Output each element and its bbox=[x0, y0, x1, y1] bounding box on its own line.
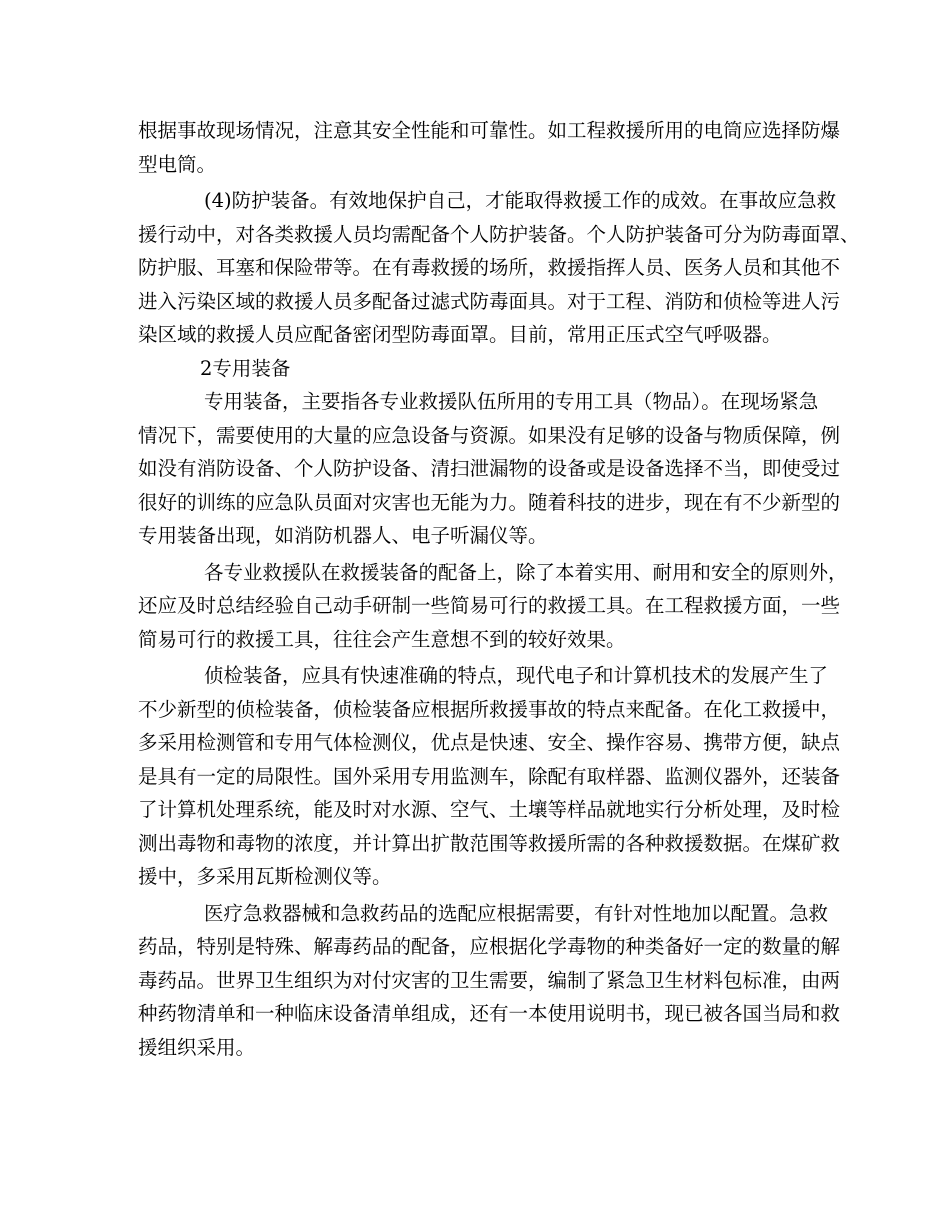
text-line: 专用装备出现，如消防机器人、电子听漏仪等。 bbox=[138, 524, 548, 547]
text-line: 是具有一定的局限性。国外采用专用监测车，除配有取样器、监测仪器外，还装备 bbox=[138, 764, 841, 788]
paragraph-first-line: 各专业救援队在救援装备的配备上，除了本着实用、耐用和安全的原则外， bbox=[204, 560, 848, 584]
text-line: 进入污染区域的救援人员多配备过滤式防毒面具。对于工程、消防和侦检等进人污 bbox=[138, 289, 841, 313]
paragraph-first-line: 专用装备，主要指各专业救援队伍所用的专用工具（物品）。在现场紧急 bbox=[204, 390, 819, 413]
text-line: 防护服、耳塞和保险带等。在有毒救援的场所，救援指挥人员、医务人员和其他不 bbox=[138, 256, 841, 279]
paragraph-first-line: (4)防护装备。有效地保护自己，才能取得救援工作的成效。在事故应急救 bbox=[204, 189, 837, 212]
text-line: 情况下，需要使用的大量的应急设备与资源。如果没有足够的设备与物质保障，例 bbox=[138, 423, 841, 447]
text-line: 很好的训练的应急队员面对灾害也无能为力。随着科技的进步，现在有不少新型的 bbox=[138, 490, 841, 514]
text-line: 多采用检测管和专用气体检测仪，优点是快速、安全、操作容易、携带方便，缺点 bbox=[138, 731, 841, 754]
document-body bbox=[138, 114, 860, 1064]
text-line: 测出毒物和毒物的浓度，并计算出扩散范围等救援所需的各种救援数据。在煤矿救 bbox=[138, 831, 841, 855]
text-line: 简易可行的救援工具，往往会产生意想不到的较好效果。 bbox=[138, 627, 626, 651]
text-line: 毒药品。世界卫生组织为对付灾害的卫生需要，编制了紧急卫生材料包标准，由两 bbox=[138, 968, 841, 992]
text-line: 还应及时总结经验自己动手研制一些简易可行的救援工具。在工程救援方面，一些 bbox=[138, 594, 841, 617]
paragraph-first-line: 侦检装备，应具有快速准确的特点，现代电子和计算机技术的发展产生了 bbox=[204, 664, 829, 687]
text-line: 不少新型的侦检装备，侦检装备应根据所救援事故的特点来配备。在化工救援中， bbox=[138, 697, 841, 721]
text-line: 根据事故现场情况，注意其安全性能和可靠性。如工程救援所用的电筒应选择防爆 bbox=[138, 119, 841, 142]
text-line: 援行动中，对各类救援人员均需配备个人防护装备。个人防护装备可分为防毒面罩、 bbox=[138, 222, 860, 246]
text-line: 援组织采用。 bbox=[138, 1035, 256, 1059]
text-line: 型电筒。 bbox=[138, 152, 217, 176]
text-line: 染区域的救援人员应配备密闭型防毒面罩。目前，常用正压式空气呼吸器。 bbox=[138, 323, 782, 346]
section-heading: 2专用装备 bbox=[200, 356, 291, 380]
text-line: 药品，特别是特殊、解毒药品的配备，应根据化学毒物的种类备好一定的数量的解 bbox=[138, 935, 841, 958]
text-line: 如没有消防设备、个人防护设备、清扫泄漏物的设备或是设备选择不当，即使受过 bbox=[138, 457, 841, 480]
paragraph-first-line: 医疗急救器械和急救药品的选配应根据需要，有针对性地加以配置。急救 bbox=[204, 901, 829, 925]
text-line: 种药物清单和一种临床设备清单组成，还有一本使用说明书，现已被各国当局和救 bbox=[138, 1002, 841, 1025]
text-line: 援中，多采用瓦斯检测仪等。 bbox=[138, 865, 392, 888]
text-line: 了计算机处理系统，能及时对水源、空气、土壤等样品就地实行分析处理，及时检 bbox=[138, 798, 841, 821]
